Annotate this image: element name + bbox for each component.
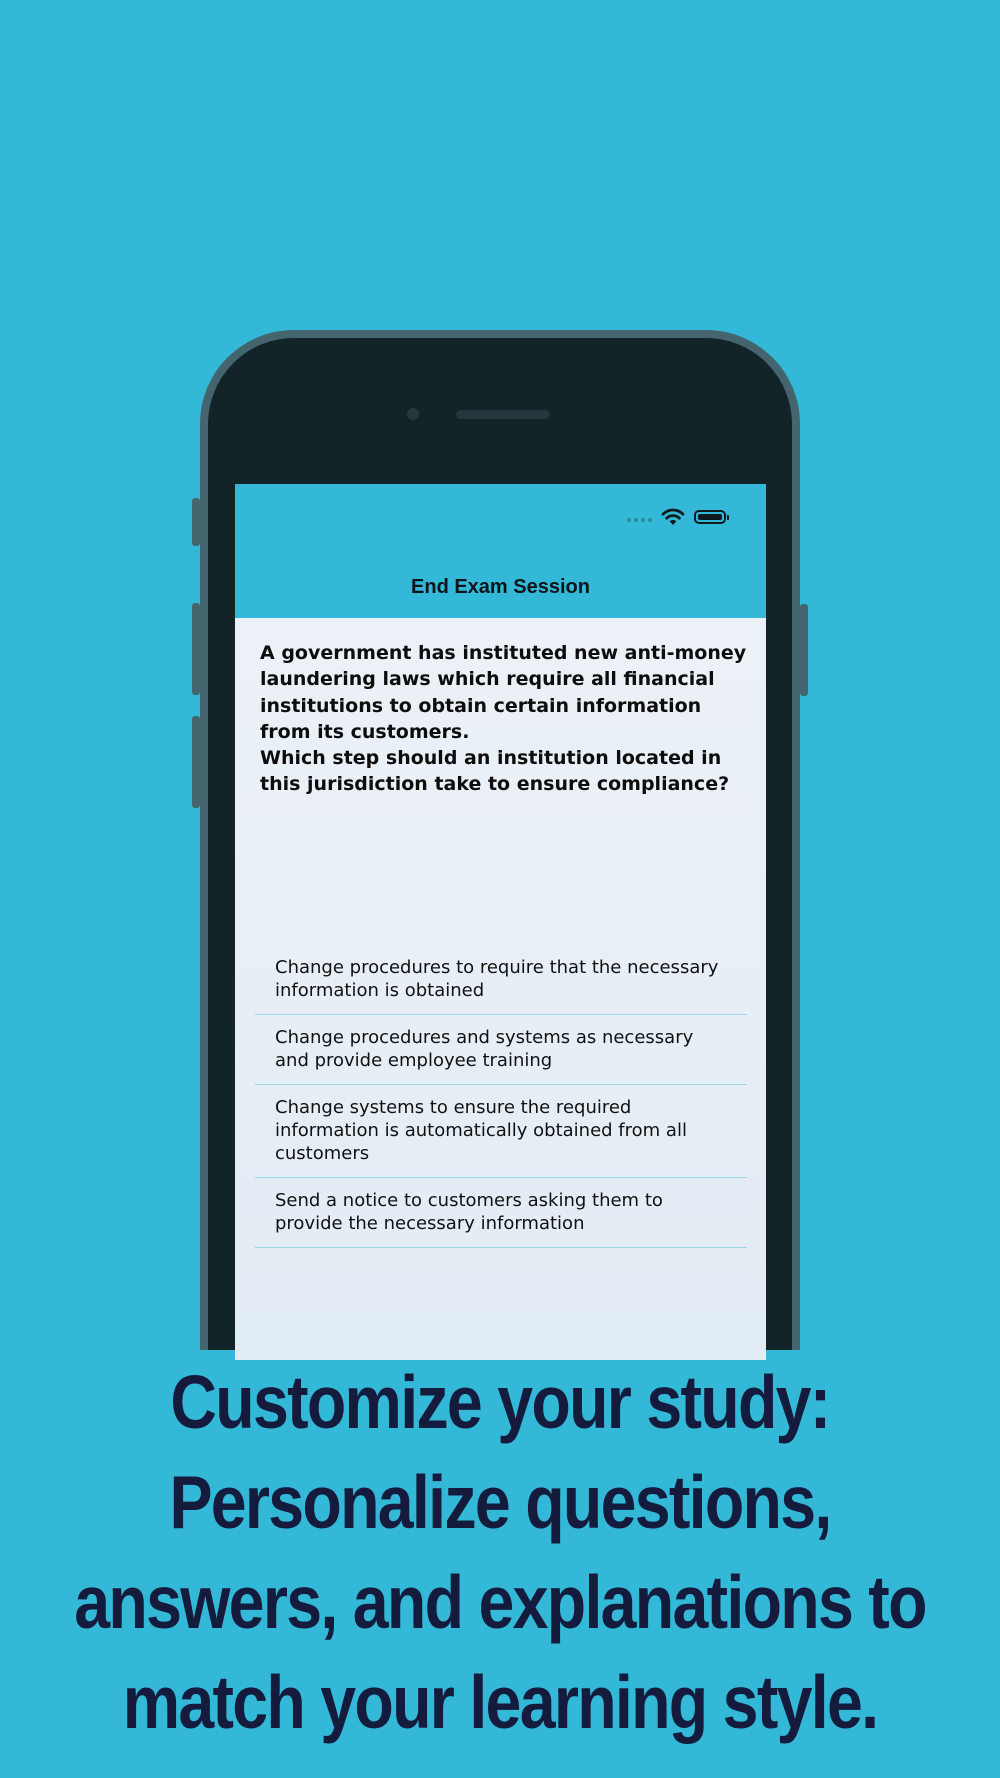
answer-list <box>255 484 747 1248</box>
phone-speaker <box>456 410 550 419</box>
question-paragraph: Which step should an institution located in this jurisdiction take to ensure compliance? <box>260 747 730 796</box>
question-paragraph: A government has instituted new anti-money laundering laws which require all financial institutions to obtain certain information from its customers. <box>260 642 747 743</box>
caption-line: Personalize questions, <box>169 1460 831 1544</box>
phone-mockup <box>200 330 800 1350</box>
caption-line: match your learning style. <box>122 1660 878 1744</box>
phone-camera <box>407 408 419 420</box>
caption-line: Customize your study: <box>170 1360 830 1444</box>
phone-power-button <box>800 604 808 696</box>
answer-option[interactable]: Change systems to ensure the required information is automatically obtained from all customers <box>255 1085 747 1178</box>
promo-caption <box>70 1352 930 1752</box>
phone-mute-switch <box>192 498 200 546</box>
caption-line: answers, and explanations to <box>74 1560 926 1644</box>
answer-option[interactable]: Send a notice to customers asking them to provide the necessary information <box>255 1178 747 1248</box>
phone-volume-down-button <box>192 716 200 808</box>
end-exam-session-button[interactable]: End Exam Session <box>411 576 590 598</box>
app-screen <box>235 484 766 1360</box>
answer-option[interactable]: Change procedures to require that the necessary information is obtained <box>255 945 747 1015</box>
phone-volume-up-button <box>192 603 200 695</box>
answer-option[interactable]: Change procedures and systems as necessary and provide employee training <box>255 1015 747 1085</box>
